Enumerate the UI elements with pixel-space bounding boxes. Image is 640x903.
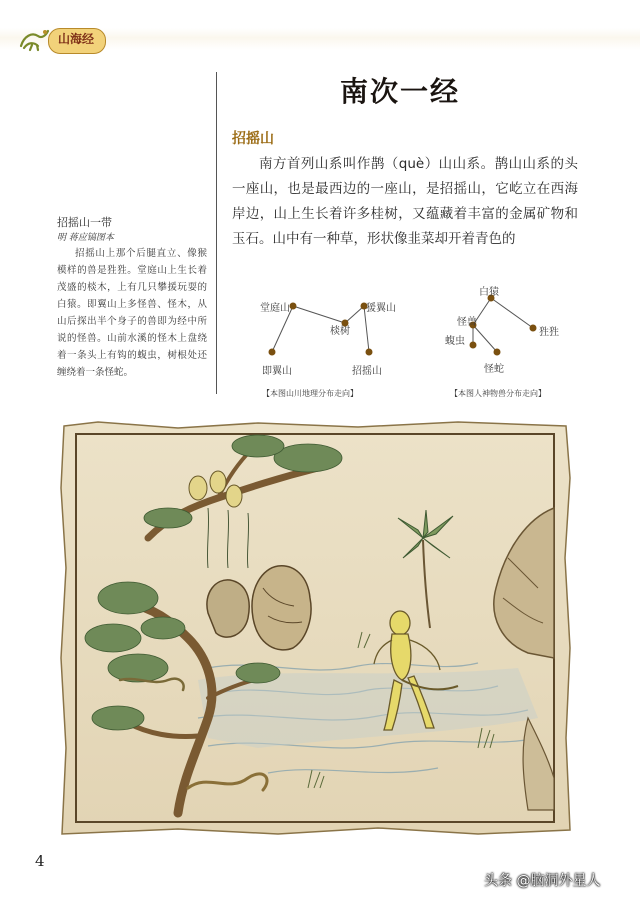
central-rocks: [252, 566, 311, 650]
label-fu-insect: 蝮虫: [445, 336, 465, 347]
page-title: 南次一经: [339, 75, 460, 108]
beast-diagram-lines: [473, 298, 533, 352]
node-xingxing: [530, 325, 537, 332]
scroll-paper: [61, 422, 570, 834]
watermark: 头条 @脑洞外星人: [484, 873, 601, 889]
illustration-scroll: [58, 418, 572, 838]
label-strange-snake: 怪蛇: [484, 364, 504, 375]
beast-diagram-caption: 【本图人神物兽分布走向】: [450, 389, 546, 398]
caption-source: 明 蒋应镐图本: [57, 233, 114, 243]
label-white-ape: 白猿: [479, 287, 499, 298]
label-jiyi-shan: 即翼山: [262, 366, 292, 377]
logo-text: 山海经: [57, 32, 94, 46]
distribution-diagrams: [0, 0, 640, 420]
caption-text: 招摇山上那个后腿直立、像猴模样的兽是狌狌。堂庭山上生长着茂盛的棪木，上有几只攀援玩耍的白猿。即翼山上多怪兽、怪木，从山后探出半个身子的兽即为经中所说的怪兽。山前水溪的怪木上盘绕着一条头上有钩的蝮虫，树根处还缠绕着一条怪蛇。: [57, 248, 207, 378]
node-zhaoyao-shan: [366, 349, 373, 356]
node-tangting-shan: [290, 303, 297, 310]
body-paragraph: 南方首列山系叫作鹊（què）山山系。鹊山山系的头一座山，也是最西边的一座山，是招摇山，它屹立在西海岸边，山上生长着许多桂树，又蕴藏着丰富的金属矿物和玉石。山中有一种草，形状像韭菜却开着青色的: [232, 156, 578, 247]
zhaoyao-mountain-illustration: [58, 418, 572, 838]
label-strange-beast: 怪兽: [457, 317, 477, 328]
beast-diagram-nodes: [470, 295, 537, 356]
label-yuanyi-shan: 猨翼山: [366, 303, 396, 314]
mountain-diagram-caption: 【本图山川地理分布走向】: [262, 389, 358, 398]
page-number: 4: [35, 852, 45, 870]
node-strange-snake: [494, 349, 501, 356]
section-heading: 招摇山: [232, 131, 274, 147]
label-tangting-shan: 堂庭山: [260, 303, 290, 314]
label-yan-tree: 棪树: [330, 326, 350, 337]
node-fu-insect: [470, 342, 477, 349]
node-jiyi-shan: [269, 349, 276, 356]
label-zhaoyao-shan: 招摇山: [352, 366, 382, 377]
caption-title: 招摇山一带: [57, 216, 112, 229]
label-xingxing: 狌狌: [539, 327, 559, 338]
